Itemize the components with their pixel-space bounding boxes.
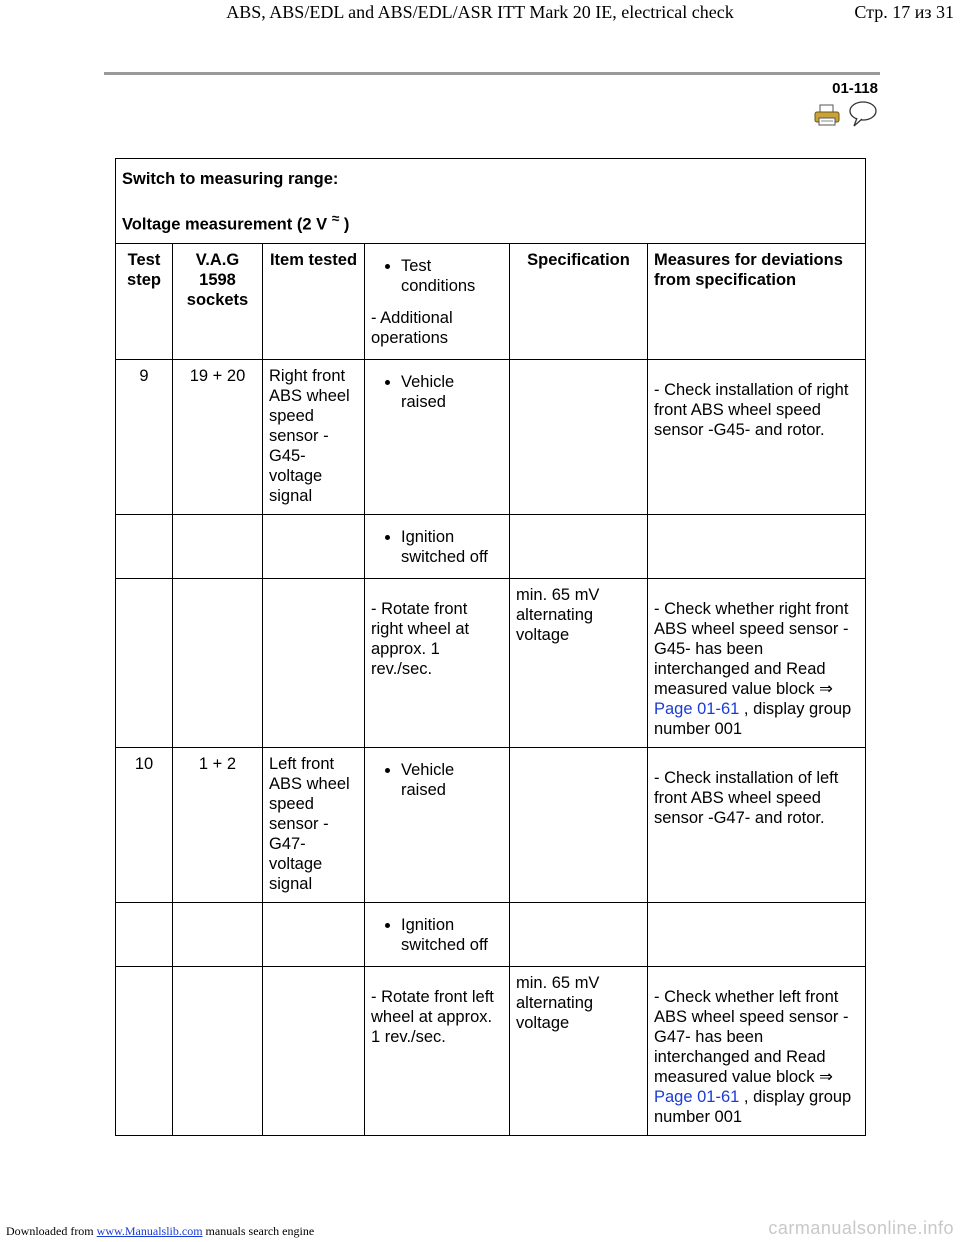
cell-specification <box>510 514 648 578</box>
cell-specification: min. 65 mV alternating voltage <box>510 966 648 1135</box>
cell-test-step: 9 <box>116 359 173 514</box>
document-title-bar <box>0 0 960 26</box>
cell-item-tested <box>263 514 365 578</box>
printer-icon[interactable] <box>814 104 840 126</box>
measuring-range-heading: Switch to measuring range: <box>122 170 339 188</box>
header-test-conditions: • Test conditions <box>401 256 503 296</box>
measure-text <box>654 599 859 739</box>
measure-text-tail: , display group number 001 <box>654 699 852 738</box>
header-divider <box>104 72 880 75</box>
table-row <box>116 578 866 747</box>
page-counter: Стр. 17 из 31 <box>854 2 954 22</box>
cell-specification <box>510 359 648 514</box>
table-row <box>116 514 866 578</box>
cell-item-tested <box>263 902 365 966</box>
table-row <box>116 359 866 514</box>
cell-measures <box>648 514 866 578</box>
document-title: ABS, ABS/EDL and ABS/EDL/ASR ITT Mark 20 IE, electrical check <box>226 2 734 22</box>
footer-suffix: manuals search engine <box>202 1224 315 1238</box>
cell-measures <box>648 902 866 966</box>
header-specification: Specification <box>510 243 648 359</box>
cell-conditions <box>365 747 510 902</box>
header-conditions <box>365 243 510 359</box>
download-footer <box>6 1224 314 1239</box>
measure-text: - Check installation of right front ABS wheel speed sensor -G45- and rotor. <box>654 380 849 439</box>
header-measures: Measures for deviations from specification <box>648 243 866 359</box>
voltage-range-text: Voltage measurement (2 V <box>122 215 332 234</box>
cell-item-tested <box>263 578 365 747</box>
cell-item-tested <box>263 966 365 1135</box>
site-watermark: carmanualsonline.info <box>768 1218 954 1238</box>
alternating-symbol: ≈ <box>331 211 340 226</box>
cell-sockets: 1 + 2 <box>173 747 263 902</box>
cell-specification <box>510 902 648 966</box>
cell-conditions <box>365 359 510 514</box>
cell-conditions <box>365 902 510 966</box>
cell-conditions <box>365 514 510 578</box>
cell-item-tested: Right front ABS wheel speed sensor -G45- voltage signal <box>263 359 365 514</box>
header-item-tested: Item tested <box>263 243 365 359</box>
condition-bullet: • Vehicle raised <box>401 372 503 412</box>
cell-item-tested: Left front ABS wheel speed sensor -G47- voltage signal <box>263 747 365 902</box>
cell-test-step: 10 <box>116 747 173 902</box>
column-header-row <box>116 243 866 359</box>
cell-sockets <box>173 902 263 966</box>
comment-bubble-icon[interactable] <box>848 100 878 128</box>
manualslib-link[interactable]: www.Manualslib.com <box>96 1224 203 1238</box>
header-additional-operations: - Additional operations <box>371 308 453 347</box>
condition-bullet: • Ignition switched off <box>401 915 503 955</box>
measure-text-tail: , display group number 001 <box>654 1087 852 1126</box>
header-sockets: V.A.G 1598 sockets <box>173 243 263 359</box>
measure-text-body: - Check whether right front ABS wheel speed sensor -G45- has been interchanged and Read measured value block ⇒ <box>654 599 849 698</box>
cell-test-step <box>116 514 173 578</box>
measure-text: - Check installation of left front ABS wheel speed sensor -G47- and rotor. <box>654 768 839 827</box>
cell-measures <box>648 578 866 747</box>
page-link[interactable]: Page 01-61 <box>654 1087 740 1106</box>
additional-operation-text: - Rotate front left wheel at approx. 1 rev./sec. <box>371 987 494 1046</box>
cell-test-step <box>116 966 173 1135</box>
cell-sockets <box>173 578 263 747</box>
range-row <box>116 159 866 244</box>
voltage-measurement-line <box>122 209 859 235</box>
footer-prefix: Downloaded from <box>6 1224 97 1238</box>
condition-bullet: • Ignition switched off <box>401 527 503 567</box>
cell-sockets <box>173 966 263 1135</box>
cell-measures <box>648 966 866 1135</box>
measure-text-body: - Check whether left front ABS wheel speed sensor -G47- has been interchanged and Read measured value block ⇒ <box>654 987 849 1086</box>
cell-additional-operation <box>365 578 510 747</box>
condition-bullet: • Vehicle raised <box>401 760 503 800</box>
table-row <box>116 747 866 902</box>
table-row <box>116 902 866 966</box>
cell-specification: min. 65 mV alternating voltage <box>510 578 648 747</box>
cell-test-step <box>116 902 173 966</box>
measuring-range-cell <box>116 159 866 244</box>
cell-additional-operation <box>365 966 510 1135</box>
additional-operation-text: - Rotate front right wheel at approx. 1 rev./sec. <box>371 599 470 678</box>
cell-specification <box>510 747 648 902</box>
measure-text <box>654 987 859 1127</box>
cell-measures <box>648 359 866 514</box>
cell-test-step <box>116 578 173 747</box>
header-test-step: Test step <box>116 243 173 359</box>
measurement-table <box>115 158 866 1136</box>
page-reference: 01-118 <box>832 80 878 97</box>
cell-sockets: 19 + 20 <box>173 359 263 514</box>
page-link[interactable]: Page 01-61 <box>654 699 740 718</box>
voltage-range-close: ) <box>339 215 350 234</box>
cell-sockets <box>173 514 263 578</box>
table-row <box>116 966 866 1135</box>
cell-measures <box>648 747 866 902</box>
